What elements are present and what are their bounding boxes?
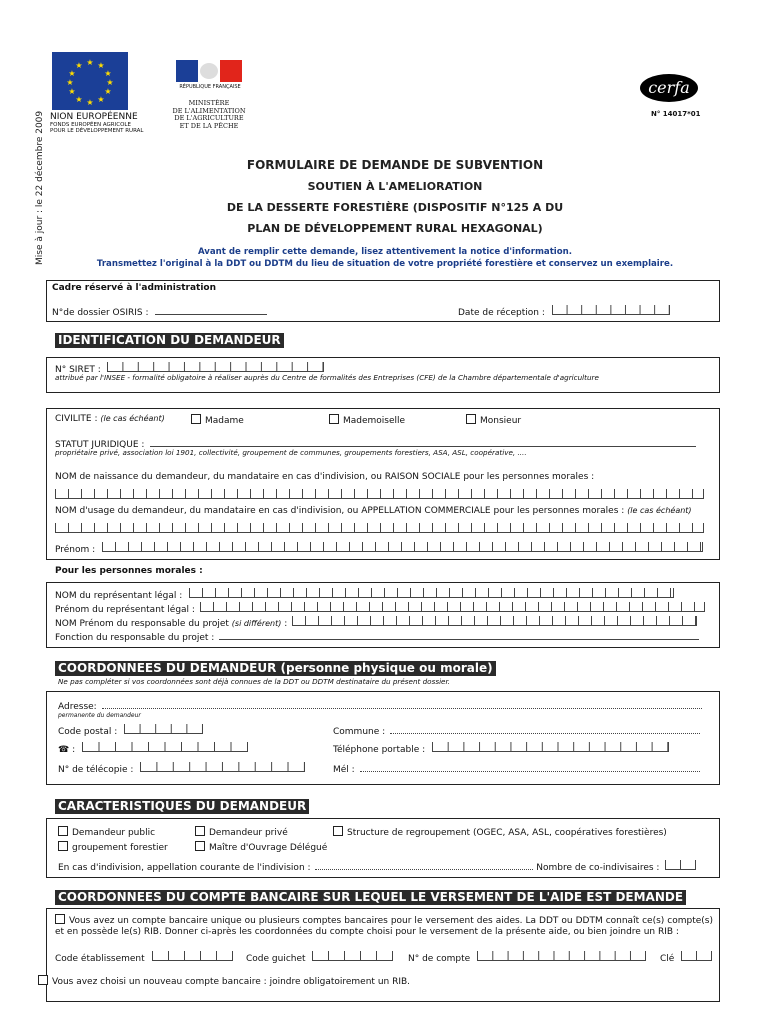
groupement-option[interactable]: [58, 841, 168, 853]
fonction-row: [55, 630, 699, 643]
code-etab-label: Code établissement: [55, 954, 145, 964]
code-guichet-field[interactable]: [312, 951, 393, 961]
title-line2: SOUTIEN À L'AMELIORATION: [307, 180, 483, 193]
rep-nom-label: NOM du représentant légal :: [55, 591, 183, 601]
adresse-row: [58, 699, 702, 712]
coordonnees-note: Ne pas compléter si vos coordonnées sont déjà connues de la DDT ou DDTM destinataire du présent dossier.: [58, 677, 451, 686]
dossier-field[interactable]: [155, 305, 267, 315]
mel-row: [333, 762, 700, 775]
nom-usage-label: NOM d'usage du demandeur, du mandataire en cas d'indivision, ou APPELLATION COMMERCIALE pour les personnes morales :: [55, 506, 625, 516]
dossier-label: N°de dossier OSIRIS :: [52, 308, 149, 318]
civilite-note: (le cas échéant): [100, 414, 165, 423]
svg-text:★: ★: [86, 58, 94, 67]
coordonnees-heading: COORDONNEES DU DEMANDEUR (personne physique ou morale): [55, 661, 496, 676]
adresse-note: permanente du demandeur: [58, 712, 141, 719]
eu-label-line3: POUR LE DÉVELOPPEMENT RURAL: [50, 128, 144, 134]
nom-usage-field[interactable]: [55, 523, 704, 533]
groupement-checkbox[interactable]: [58, 841, 68, 851]
compte-field[interactable]: [477, 951, 646, 961]
svg-text:★: ★: [75, 61, 83, 70]
ministere-line1: MINISTÈRE: [188, 99, 230, 107]
public-option[interactable]: [58, 826, 155, 838]
mod-option[interactable]: [195, 841, 327, 853]
bancaire-heading: COORDONNEES DU COMPTE BANCAIRE SUR LEQUEL LE VERSEMENT DE L'AIDE EST DEMANDE: [55, 890, 686, 905]
commune-row: [333, 724, 700, 737]
notice-line2: Transmettez l'original à la DDT ou DDTM du lieu de situation de votre propriété forestière et conservez un exemplaire.: [96, 259, 674, 269]
cerfa-number: N° 14017*01: [651, 110, 701, 118]
public-label: Demandeur public: [72, 828, 156, 838]
eu-label-line2: FONDS EUROPÉEN AGRICOLE: [50, 122, 131, 128]
prive-label: Demandeur privé: [209, 828, 288, 838]
ministere-line3: DE L'AGRICULTURE: [174, 114, 244, 122]
mel-label: Mél :: [333, 765, 355, 775]
resp-field[interactable]: [292, 616, 697, 626]
portable-label: Téléphone portable :: [333, 745, 426, 755]
fonction-field[interactable]: [219, 630, 699, 640]
mademoiselle-checkbox[interactable]: [329, 414, 339, 424]
mod-label: Maître d'Ouvrage Délégué: [209, 843, 328, 853]
nom-usage-row: [55, 506, 692, 516]
svg-text:★: ★: [68, 87, 76, 96]
indivision-row: [58, 860, 696, 873]
portable-row: [333, 742, 669, 755]
siret-note: attribué par l'INSEE - formalité obligatoire à réaliser auprès du Centre de formalités des Entreprises (CFE) de la Chambre départementale d'agriculture: [55, 373, 599, 382]
title-line4: PLAN DE DÉVELOPPEMENT RURAL HEXAGONAL): [247, 222, 543, 235]
bancaire-text1: [55, 914, 713, 938]
dossier-row: [52, 305, 267, 318]
resp-row: NOM Prénom du responsable du projet (si différent) :: [55, 616, 697, 629]
prenom-label: Prénom :: [55, 545, 96, 555]
commune-field[interactable]: [390, 724, 700, 734]
statut-field[interactable]: [150, 437, 696, 447]
ministere-line4: ET DE LA PÊCHE: [179, 121, 239, 130]
monsieur-option[interactable]: [466, 414, 521, 426]
svg-text:★: ★: [66, 78, 74, 87]
cle-field[interactable]: [681, 951, 712, 961]
svg-text:★: ★: [104, 69, 112, 78]
cle-label: Clé: [660, 954, 675, 964]
phone-icon: ☎ :: [58, 745, 76, 755]
monsieur-label: Monsieur: [480, 416, 522, 426]
coindivisaires-field[interactable]: [665, 860, 696, 870]
form-title: [150, 155, 640, 239]
structure-label: Structure de regroupement (OGEC, ASA, ASL, coopératives forestières): [347, 828, 667, 838]
indivision-field[interactable]: [315, 860, 533, 870]
nom-naissance-field[interactable]: [55, 489, 704, 499]
indivision-label: En cas d'indivision, appellation courante de l'indivision :: [58, 863, 311, 873]
title-line3: DE LA DESSERTE FORESTIÈRE (DISPOSITIF N°125 A DU: [226, 201, 564, 214]
prenom-row: [55, 542, 703, 555]
monsieur-checkbox[interactable]: [466, 414, 476, 424]
identification-heading: IDENTIFICATION DU DEMANDEUR: [55, 333, 284, 348]
madame-option[interactable]: [191, 414, 244, 426]
svg-text:★: ★: [97, 95, 105, 104]
reception-row: [458, 305, 670, 318]
madame-checkbox[interactable]: [191, 414, 201, 424]
commune-label: Commune :: [333, 727, 386, 737]
rep-prenom-row: [55, 602, 705, 615]
prenom-field[interactable]: [102, 542, 703, 552]
code-guichet-row: [246, 951, 393, 964]
svg-text:★: ★: [106, 78, 114, 87]
compte-unique-checkbox[interactable]: [55, 914, 65, 924]
mod-checkbox[interactable]: [195, 841, 205, 851]
fax-field[interactable]: [140, 762, 305, 772]
eu-flag-logo: [52, 52, 128, 110]
tel-row: [58, 742, 248, 755]
reception-date-field[interactable]: [552, 305, 670, 315]
caracteristiques-heading: CARACTERISTIQUES DU DEMANDEUR: [55, 799, 309, 814]
civilite-row: [55, 414, 165, 424]
nouveau-compte-label: Vous avez choisi un nouveau compte bancaire : joindre obligatoirement un RIB.: [52, 977, 411, 987]
adresse-field[interactable]: [102, 699, 702, 709]
fonction-label: Fonction du responsable du projet :: [55, 633, 215, 643]
ministere-line2: DE L'ALIMENTATION: [172, 106, 246, 115]
eu-label-line1: NION EUROPÉENNE: [50, 112, 138, 122]
madame-label: Madame: [205, 416, 244, 426]
eu-label: [50, 113, 144, 134]
public-checkbox[interactable]: [58, 826, 68, 836]
siret-label: N° SIRET :: [55, 365, 101, 375]
title-line1: FORMULAIRE DE DEMANDE DE SUBVENTION: [246, 158, 544, 172]
adresse-label: Adresse:: [58, 702, 97, 712]
reception-label: Date de réception :: [458, 308, 545, 318]
bancaire-text1-label: Vous avez un compte bancaire unique ou plusieurs comptes bancaires pour le versement des aides. La DDT ou DDTM connaît ce(s) compte(s) et en possède le(s) RIB. Donner ci-après les coordonnées du compte choisi pour le versement de la présente aide, ou bien joindre un RIB :: [55, 916, 713, 937]
tel-field[interactable]: [82, 742, 248, 752]
svg-text:★: ★: [68, 69, 76, 78]
nom-naissance-label: NOM de naissance du demandeur, du mandataire en cas d'indivision, ou RAISON SOCIALE pour les personnes morales :: [55, 472, 595, 482]
structure-option[interactable]: [333, 826, 667, 838]
rep-nom-field[interactable]: [189, 588, 674, 598]
mademoiselle-label: Mademoiselle: [343, 416, 406, 426]
resp-label: NOM Prénom du responsable du projet: [55, 619, 229, 629]
rep-nom-row: [55, 588, 674, 601]
nom-usage-field-wrap: [55, 518, 704, 537]
cle-row: [660, 951, 712, 964]
republique-logo: [176, 60, 242, 82]
rep-prenom-label: Prénom du représentant légal :: [55, 605, 195, 615]
prive-checkbox[interactable]: [195, 826, 205, 836]
civilite-label: CIVILITE :: [55, 414, 98, 424]
cp-row: [58, 724, 203, 737]
notice-text: [50, 246, 720, 270]
republique-label: RÉPUBLIQUE FRANÇAISE: [179, 84, 241, 90]
nom-usage-note: (le cas échéant): [627, 506, 692, 515]
groupement-label: groupement forestier: [72, 843, 168, 853]
cerfa-logo: cerfa: [640, 74, 698, 102]
svg-text:★: ★: [104, 87, 112, 96]
rep-prenom-field[interactable]: [200, 602, 705, 612]
nom-naissance-field-wrap: [55, 484, 704, 503]
notice-line1: Avant de remplir cette demande, lisez attentivement la notice d'information.: [197, 247, 573, 257]
structure-checkbox[interactable]: [333, 826, 343, 836]
code-etab-field[interactable]: [152, 951, 233, 961]
siret-field[interactable]: [107, 362, 324, 372]
fax-label: N° de télécopie :: [58, 765, 134, 775]
code-guichet-label: Code guichet: [246, 954, 306, 964]
mel-field[interactable]: [360, 762, 700, 772]
ministere-label: [164, 100, 254, 130]
admin-heading: Cadre réservé à l'administration: [52, 283, 217, 293]
svg-text:★: ★: [75, 95, 83, 104]
coindivisaires-label: Nombre de co-indivisaires :: [536, 863, 660, 873]
portable-field[interactable]: [432, 742, 669, 752]
cp-label: Code postal :: [58, 727, 118, 737]
prive-option[interactable]: [195, 826, 288, 838]
resp-note: (si différent): [231, 619, 282, 628]
morales-heading: Pour les personnes morales :: [55, 566, 203, 576]
code-etab-row: [55, 951, 233, 964]
nouveau-compte-checkbox[interactable]: [38, 975, 48, 985]
statut-label: STATUT JURIDIQUE :: [55, 440, 145, 450]
svg-text:★: ★: [86, 98, 94, 107]
update-date-text: Mise à jour : le 22 décembre 2009: [35, 110, 45, 265]
compte-label: N° de compte: [408, 954, 471, 964]
svg-text:★: ★: [97, 61, 105, 70]
cp-field[interactable]: [124, 724, 203, 734]
compte-row: [408, 951, 646, 964]
fax-row: [58, 762, 305, 775]
nouveau-compte-row: [38, 975, 410, 987]
statut-note: propriétaire privé, association loi 1901, collectivité, groupement de communes, groupements forestiers, ASA, ASL, coopérative, ....: [55, 448, 527, 457]
mademoiselle-option[interactable]: [329, 414, 405, 426]
